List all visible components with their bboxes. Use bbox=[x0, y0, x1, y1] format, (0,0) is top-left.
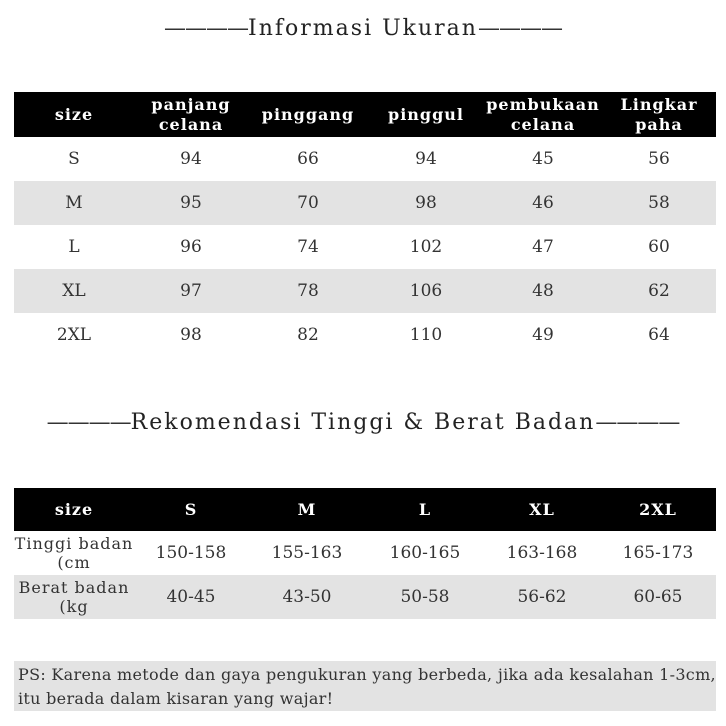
cell-berat-l: 50-58 bbox=[366, 575, 484, 619]
header-panjang-celana: panjang celana bbox=[134, 92, 248, 137]
cell-lingkar: 62 bbox=[602, 269, 716, 313]
size-info-title: ————Informasi Ukuran———— bbox=[164, 16, 562, 41]
header-size: size bbox=[14, 488, 134, 531]
cell-pinggul: 94 bbox=[415, 149, 437, 169]
recommend-title-text: Rekomendasi Tinggi & Berat Badan bbox=[130, 410, 596, 435]
cell-pembukaan: 48 bbox=[484, 269, 602, 313]
cell-pembukaan: 49 bbox=[532, 325, 554, 345]
table-row bbox=[14, 575, 716, 619]
cell-tinggi-xl: 163-168 bbox=[506, 543, 578, 563]
cell-pinggang: 66 bbox=[297, 149, 319, 169]
cell-lingkar: 60 bbox=[648, 237, 670, 257]
cell-pinggang: 78 bbox=[248, 269, 368, 313]
cell-pinggul: 102 bbox=[409, 237, 443, 257]
cell-size: M bbox=[14, 181, 134, 225]
header-m: M bbox=[248, 488, 366, 531]
ps-note: PS: Karena metode dan gaya pengukuran yang berbeda, jika ada kesalahan 1-3cm, itu berada dalam kisaran yang wajar! bbox=[14, 661, 716, 711]
header-size: size bbox=[14, 92, 134, 137]
cell-size: XL bbox=[14, 269, 134, 313]
header-lingkar-paha: Lingkar paha bbox=[602, 92, 716, 137]
header-xl: XL bbox=[484, 488, 600, 531]
recommend-header-row bbox=[14, 488, 716, 531]
cell-lingkar: 56 bbox=[648, 149, 670, 169]
header-2xl: 2XL bbox=[600, 488, 716, 531]
table-row bbox=[14, 225, 716, 269]
table-row bbox=[14, 313, 716, 357]
cell-lingkar: 58 bbox=[602, 181, 716, 225]
row-label-tinggi: Tinggi badan (cm bbox=[14, 534, 134, 572]
cell-panjang: 97 bbox=[134, 269, 248, 313]
cell-pinggul: 106 bbox=[368, 269, 484, 313]
cell-size: S bbox=[68, 149, 80, 169]
table-row bbox=[14, 269, 716, 313]
cell-berat-s: 40-45 bbox=[134, 575, 248, 619]
cell-pembukaan: 46 bbox=[484, 181, 602, 225]
cell-berat-2xl: 60-65 bbox=[600, 575, 716, 619]
cell-pembukaan: 47 bbox=[532, 237, 554, 257]
cell-size: L bbox=[68, 237, 80, 257]
cell-pinggang: 82 bbox=[297, 325, 319, 345]
header-pinggang: pinggang bbox=[248, 92, 368, 137]
cell-pinggul: 110 bbox=[409, 325, 443, 345]
row-label-berat: Berat badan (kg bbox=[14, 575, 134, 619]
size-info-table bbox=[14, 92, 716, 357]
cell-pinggang: 74 bbox=[297, 237, 319, 257]
cell-panjang: 98 bbox=[180, 325, 202, 345]
cell-lingkar: 64 bbox=[648, 325, 670, 345]
cell-tinggi-2xl: 165-173 bbox=[622, 543, 694, 563]
cell-pembukaan: 45 bbox=[532, 149, 554, 169]
cell-tinggi-m: 155-163 bbox=[271, 543, 343, 563]
table-row bbox=[14, 181, 716, 225]
recommend-table bbox=[14, 488, 716, 619]
header-pembukaan-celana: pembukaan celana bbox=[484, 92, 602, 137]
cell-size: 2XL bbox=[56, 325, 92, 345]
cell-tinggi-l: 160-165 bbox=[389, 543, 461, 563]
cell-pinggang: 70 bbox=[248, 181, 368, 225]
table-row bbox=[14, 531, 716, 575]
cell-pinggul: 98 bbox=[368, 181, 484, 225]
cell-panjang: 94 bbox=[180, 149, 202, 169]
cell-tinggi-s: 150-158 bbox=[155, 543, 227, 563]
size-info-header-row bbox=[14, 92, 716, 137]
header-s: S bbox=[134, 488, 248, 531]
table-row bbox=[14, 137, 716, 181]
header-l: L bbox=[366, 488, 484, 531]
cell-panjang: 96 bbox=[180, 237, 202, 257]
size-info-title-text: Informasi Ukuran bbox=[248, 16, 478, 41]
cell-berat-xl: 56-62 bbox=[484, 575, 600, 619]
header-pinggul: pinggul bbox=[368, 92, 484, 137]
recommend-title: ————Rekomendasi Tinggi & Berat Badan———— bbox=[46, 410, 680, 435]
cell-berat-m: 43-50 bbox=[248, 575, 366, 619]
cell-panjang: 95 bbox=[134, 181, 248, 225]
